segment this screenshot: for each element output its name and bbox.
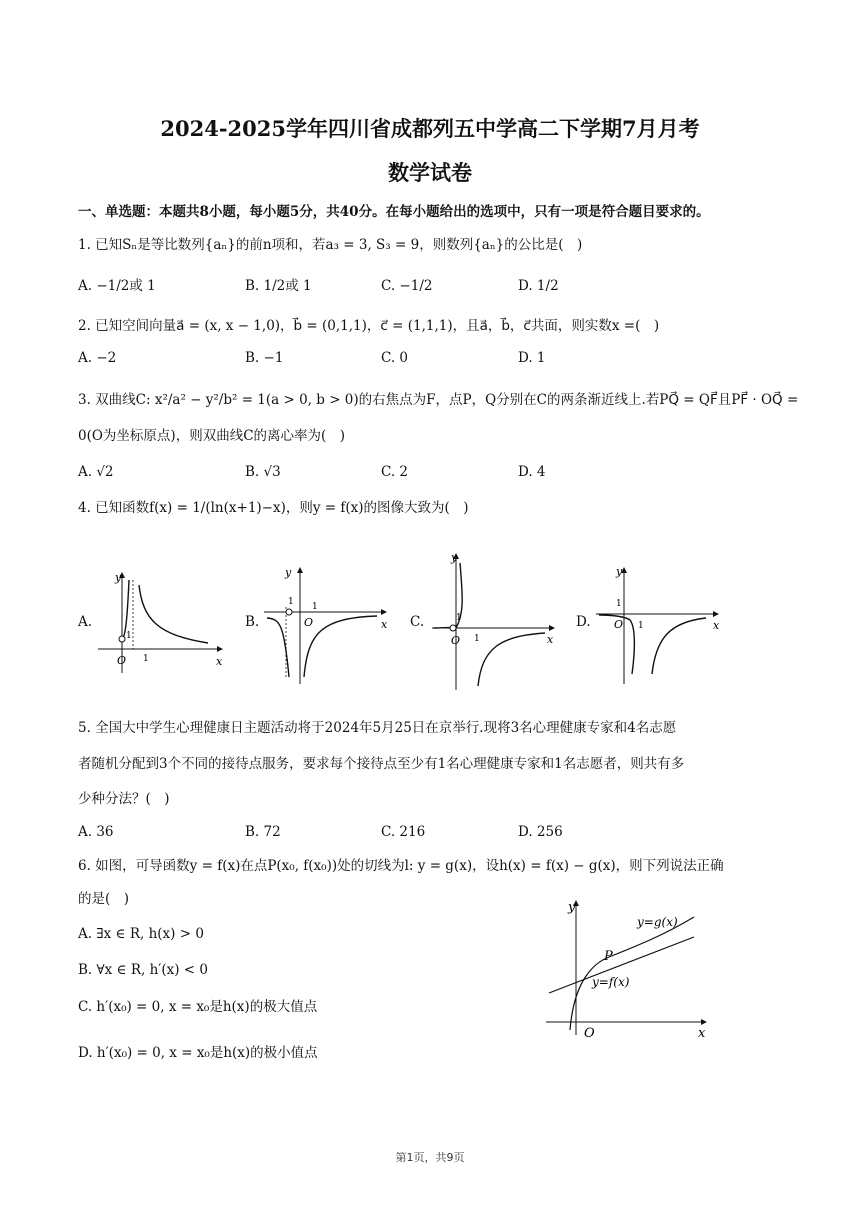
q4d-tick-x: 1 — [638, 621, 644, 631]
q6-option-d: D. h′(x₀) = 0, x = x₀是h(x)的极小值点 — [78, 1045, 318, 1061]
q6-label-g: y=g(x) — [637, 915, 678, 929]
q4-label-b: B. — [245, 614, 260, 630]
q4b-x-label: x — [381, 618, 388, 631]
q4-graph-a — [98, 565, 228, 675]
q1-option-d: D. 1/2 — [518, 278, 559, 294]
q4-graph-b — [262, 562, 392, 687]
q4-stem: 4. 已知函数f(x) = 1/(ln(x+1)−x)，则y = f(x)的图像大致为( ) — [78, 500, 469, 516]
q1-option-a: A. −1/2或 1 — [78, 278, 156, 294]
q6-origin: O — [584, 1026, 595, 1040]
q4-graph-d — [594, 562, 724, 687]
q4c-y-label: y — [451, 551, 458, 564]
section-heading: 一、单选题：本题共8小题，每小题5分，共40分。在每小题给出的选项中，只有一项是符合题目要求的。 — [78, 204, 710, 220]
q5-stem-line3: 少种分法？( ) — [78, 791, 170, 807]
q5-stem-line1: 5. 全国大中学生心理健康日主题活动将于2024年5月25日在京举行.现将3名心理健康专家和4名志愿 — [78, 720, 677, 736]
q3-option-d: D. 4 — [518, 464, 546, 480]
q6-point-p: P — [604, 949, 613, 964]
q3-stem-line1: 3. 双曲线C: x²/a² − y²/b² = 1(a > 0, b > 0)的右焦点为F，点P，Q分别在C的两条渐近线上.若PQ⃗ = QF⃗且PF⃗ · OQ⃗ = — [78, 392, 799, 408]
q4a-origin: O — [117, 654, 127, 667]
q6-stem-line2: 的是( ) — [78, 891, 130, 907]
q5-option-c: C. 216 — [381, 824, 426, 840]
q3-option-c: C. 2 — [381, 464, 409, 480]
q4b-origin: O — [304, 616, 314, 629]
q4b-tick-y: 1 — [288, 597, 294, 607]
q6-label-f: y=f(x) — [592, 975, 630, 989]
q3-option-a: A. √2 — [78, 464, 114, 480]
q4b-tick-x: 1 — [312, 602, 318, 612]
q2-stem: 2. 已知空间向量a⃗ = (x, x − 1,0)，b⃗ = (0,1,1)，c⃗ = (1,1,1)，且a⃗，b⃗，c⃗共面，则实数x =( ) — [78, 318, 660, 334]
q4d-y-label: y — [616, 565, 623, 578]
q4d-origin: O — [614, 618, 624, 631]
q1-stem: 1. 已知Sₙ是等比数列{aₙ}的前n项和，若a₃ = 3, S₃ = 9，则数列{aₙ}的公比是( ) — [78, 237, 583, 253]
q6-stem-line1: 6. 如图，可导函数y = f(x)在点P(x₀, f(x₀))处的切线为l: y = g(x)，设h(x) = f(x) − g(x)，则下列说法正确 — [78, 858, 724, 874]
q6-x-label: x — [698, 1026, 706, 1040]
q2-option-d: D. 1 — [518, 350, 546, 366]
q4a-x-label: x — [216, 655, 223, 668]
q1-option-b: B. 1/2或 1 — [245, 278, 312, 294]
q4c-tick-x: 1 — [474, 634, 480, 644]
q3-option-b: B. √3 — [245, 464, 281, 480]
q6-option-b: B. ∀x ∈ R, h′(x) < 0 — [78, 962, 208, 978]
q4c-x-label: x — [547, 633, 554, 646]
page-title: 2024-2025学年四川省成都列五中学高二下学期7月月考 — [160, 116, 700, 141]
q2-option-a: A. −2 — [78, 350, 117, 366]
q4d-x-label: x — [713, 619, 720, 632]
q5-stem-line2: 者随机分配到3个不同的接待点服务，要求每个接待点至少有1名心理健康专家和1名志愿者，则共有多 — [78, 756, 685, 772]
q1-option-c: C. −1/2 — [381, 278, 433, 294]
q4-graph-c — [430, 548, 560, 693]
q4a-y-label: y — [115, 571, 122, 584]
q6-figure — [544, 895, 714, 1040]
q4b-y-label: y — [285, 566, 292, 579]
q4d-tick-y: 1 — [616, 599, 622, 609]
q4-label-c: C. — [410, 614, 425, 630]
q4a-tick-y: 1 — [126, 631, 132, 641]
q4-label-d: D. — [576, 614, 591, 630]
q2-option-c: C. 0 — [381, 350, 409, 366]
q3-stem-line2: 0(O为坐标原点)，则双曲线C的离心率为( ) — [78, 428, 346, 444]
q6-y-label: y — [568, 900, 576, 915]
q4c-origin: O — [451, 634, 461, 647]
q4-label-a: A. — [78, 614, 93, 630]
q4c-tick-y: 1 — [456, 613, 462, 623]
q5-option-b: B. 72 — [245, 824, 281, 840]
q2-option-b: B. −1 — [245, 350, 284, 366]
page-footer: 第1页，共9页 — [395, 1151, 465, 1164]
q4a-tick-x: 1 — [143, 654, 149, 664]
q6-option-c: C. h′(x₀) = 0, x = x₀是h(x)的极大值点 — [78, 999, 318, 1015]
q5-option-a: A. 36 — [78, 824, 114, 840]
page-subtitle: 数学试卷 — [388, 160, 472, 185]
q5-option-d: D. 256 — [518, 824, 563, 840]
q6-option-a: A. ∃x ∈ R, h(x) > 0 — [78, 926, 204, 942]
